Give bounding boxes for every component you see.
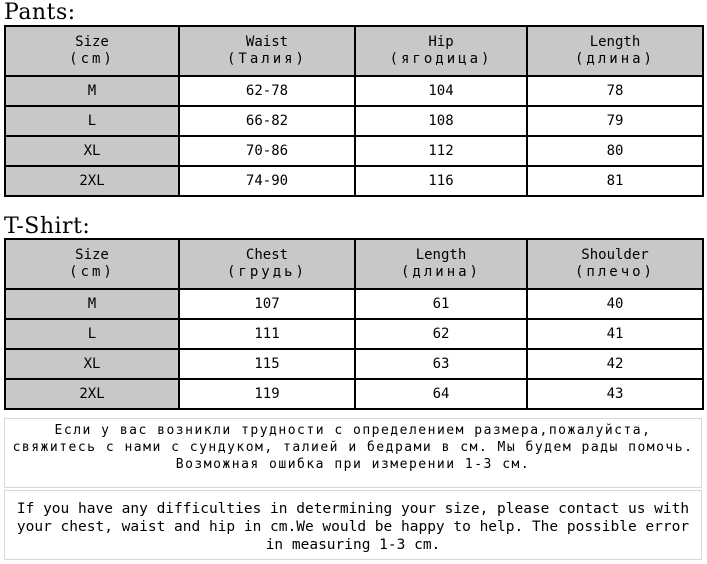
english-sizing-note: If you have any difficulties in determining your size, please contact us with your chest, waist and hip in cm.We would be happy to help. The possible error in measuring 1-3 cm. [4, 490, 702, 560]
table-row [5, 136, 703, 166]
header-label: Size [75, 34, 109, 50]
table-cell: 70-86 [179, 136, 355, 166]
pants-size-table [4, 25, 704, 197]
table-cell: 119 [179, 379, 355, 409]
table-cell: 108 [355, 106, 527, 136]
header-unit: (cm) [69, 264, 115, 280]
table-cell: 42 [527, 349, 703, 379]
table-cell: 107 [179, 289, 355, 319]
header-label: Length [589, 34, 641, 50]
table-row [5, 319, 703, 349]
table-row [5, 166, 703, 196]
table-cell: 43 [527, 379, 703, 409]
tshirt-header-length [355, 239, 527, 289]
table-row [5, 76, 703, 106]
tshirt-size-table [4, 238, 704, 410]
table-cell: 104 [355, 76, 527, 106]
tshirt-title: T-Shirt: [4, 214, 91, 239]
tshirt-header-shoulder [527, 239, 703, 289]
table-cell: 66-82 [179, 106, 355, 136]
tshirt-header-chest [179, 239, 355, 289]
header-label: Length [415, 247, 467, 263]
table-cell: 79 [527, 106, 703, 136]
header-label: Chest [245, 247, 289, 263]
pants-header-waist [179, 26, 355, 76]
header-unit: (длина) [574, 51, 655, 67]
header-unit: (грудь) [226, 264, 307, 280]
tshirt-header-size [5, 239, 179, 289]
table-cell: 116 [355, 166, 527, 196]
table-cell: 112 [355, 136, 527, 166]
header-unit: (длина) [400, 264, 481, 280]
table-cell: 115 [179, 349, 355, 379]
pants-header-hip [355, 26, 527, 76]
table-cell: 61 [355, 289, 527, 319]
header-label: Shoulder [581, 247, 649, 263]
table-row [5, 349, 703, 379]
table-cell: 74-90 [179, 166, 355, 196]
table-cell: 111 [179, 319, 355, 349]
table-row [5, 379, 703, 409]
size-cell: 2XL [5, 379, 179, 409]
size-cell: XL [5, 349, 179, 379]
size-cell: M [5, 289, 179, 319]
pants-header-length [527, 26, 703, 76]
size-cell: L [5, 106, 179, 136]
russian-sizing-note: Если у вас возникли трудности с определением размера,пожалуйста, свяжитесь с нами с сундуком, талией и бедрами в см. Мы будем рады помочь. Возможная ошибка при измерении 1-3 см. [4, 418, 702, 488]
table-cell: 63 [355, 349, 527, 379]
header-unit: (cm) [69, 51, 115, 67]
tshirt-header-row [5, 239, 703, 289]
table-cell: 62-78 [179, 76, 355, 106]
table-row [5, 106, 703, 136]
header-unit: (ягодица) [389, 51, 493, 67]
table-cell: 41 [527, 319, 703, 349]
size-cell: M [5, 76, 179, 106]
pants-title: Pants: [4, 0, 76, 25]
header-unit: (Талия) [226, 51, 307, 67]
table-cell: 78 [527, 76, 703, 106]
table-cell: 80 [527, 136, 703, 166]
table-cell: 81 [527, 166, 703, 196]
table-cell: 40 [527, 289, 703, 319]
pants-header-row [5, 26, 703, 76]
size-cell: 2XL [5, 166, 179, 196]
size-cell: XL [5, 136, 179, 166]
pants-header-size [5, 26, 179, 76]
header-label: Size [75, 247, 109, 263]
table-cell: 62 [355, 319, 527, 349]
table-row [5, 289, 703, 319]
header-label: Hip [428, 34, 454, 50]
header-label: Waist [245, 34, 289, 50]
size-cell: L [5, 319, 179, 349]
table-cell: 64 [355, 379, 527, 409]
header-unit: (плечо) [574, 264, 655, 280]
